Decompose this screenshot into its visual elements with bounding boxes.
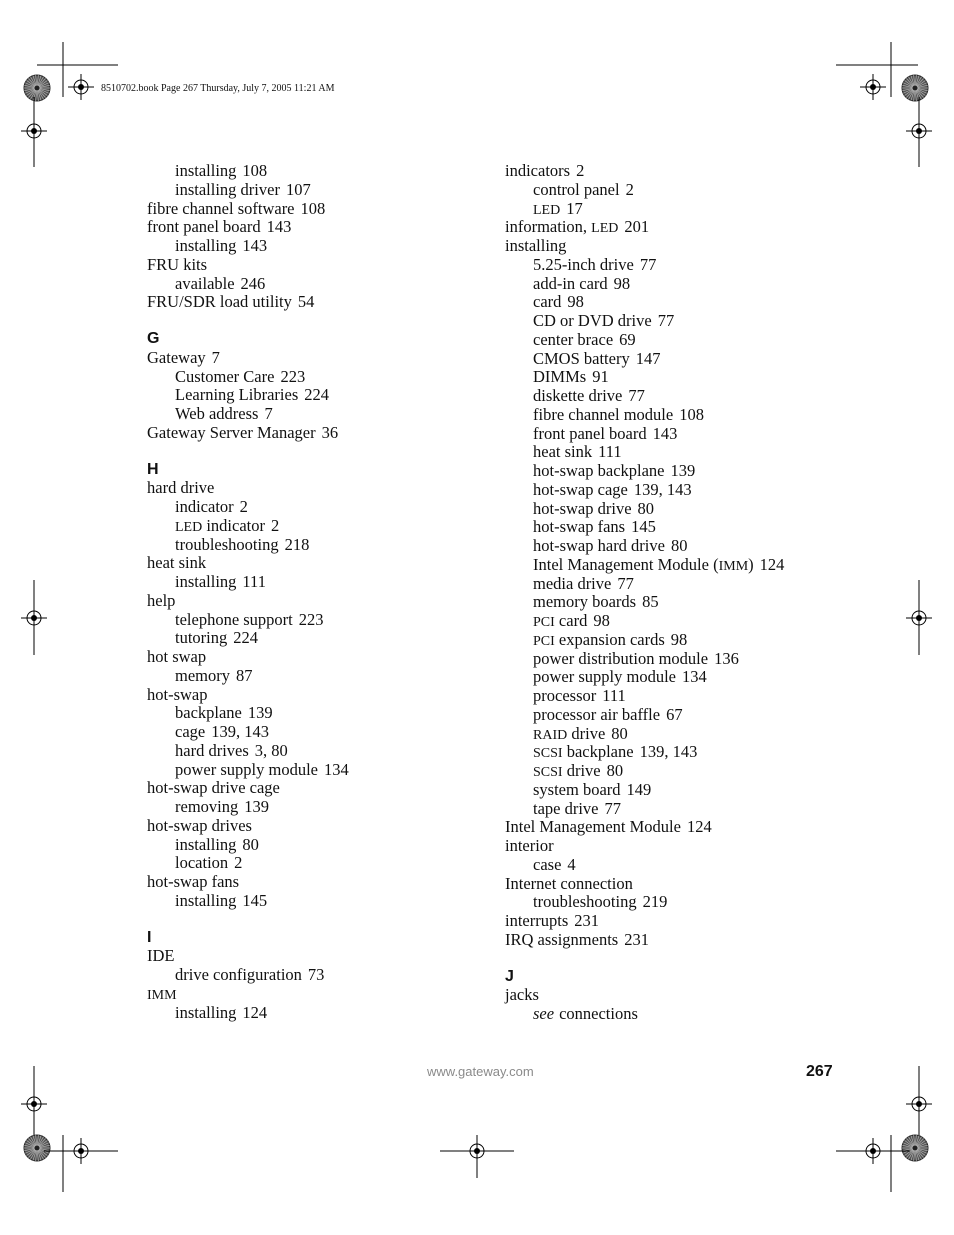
section-gap — [147, 443, 487, 461]
index-page-ref: 143 — [266, 217, 292, 237]
index-term: hot-swap fans — [147, 872, 240, 891]
index-term: memory boards — [533, 592, 637, 612]
index-term: hot-swap fans — [533, 517, 626, 537]
index-subentry — [505, 575, 865, 594]
index-subentry — [505, 687, 865, 706]
index-term: Intel Management Module (IMM) — [533, 554, 754, 574]
index-page-ref: 87 — [236, 665, 253, 685]
index-subentry — [147, 573, 487, 592]
index-page-ref: 143 — [242, 236, 268, 255]
index-term: troubleshooting — [175, 534, 279, 554]
index-subentry — [505, 425, 865, 444]
index-entry — [147, 479, 487, 498]
index-subentry — [505, 556, 865, 575]
index-page-ref: 4 — [567, 854, 576, 874]
index-subentry — [505, 331, 865, 350]
index-subentry — [505, 781, 865, 800]
index-page-ref: 111 — [598, 442, 622, 462]
index-page-ref: 145 — [242, 890, 268, 910]
index-term: interior — [505, 836, 554, 855]
index-term: Internet connection — [505, 873, 633, 893]
index-subentry — [505, 443, 865, 462]
index-page-ref: 147 — [635, 348, 661, 368]
index-term: LED — [533, 202, 561, 218]
index-term: indicators — [505, 161, 571, 180]
index-subentry — [505, 612, 865, 631]
index-page-ref: 98 — [613, 273, 631, 293]
index-section-letter: I — [147, 928, 152, 946]
index-page-ref: 136 — [714, 648, 739, 668]
index-page-ref: 17 — [566, 198, 583, 218]
index-page-ref: 2 — [234, 853, 243, 873]
index-subentry — [505, 256, 865, 275]
index-page-ref: 91 — [592, 367, 609, 387]
index-entry — [147, 817, 487, 836]
index-term: power supply module — [533, 667, 676, 687]
index-term: installing driver — [175, 179, 280, 199]
index-entry — [505, 875, 865, 894]
index-page-ref: 69 — [619, 329, 636, 349]
index-subentry — [147, 1004, 487, 1023]
index-term: telephone support — [175, 609, 293, 629]
index-subentry — [505, 537, 865, 556]
index-term: media drive — [533, 573, 612, 593]
index-subentry — [505, 762, 865, 781]
index-entry — [147, 686, 487, 705]
index-page-ref: 77 — [639, 254, 657, 274]
index-term: Intel Management Module — [505, 817, 681, 837]
index-term: indicator — [175, 497, 234, 516]
index-subentry — [505, 350, 865, 369]
index-subentry — [147, 798, 487, 817]
index-subentry — [505, 275, 865, 294]
index-term: power supply module — [175, 759, 318, 779]
index-term: installing — [175, 890, 237, 910]
index-page-ref: 77 — [617, 573, 634, 593]
section-gap — [147, 312, 487, 330]
index-entry — [505, 162, 865, 181]
section-gap — [505, 950, 865, 968]
index-term: add-in card — [533, 273, 608, 293]
index-subentry — [147, 386, 487, 405]
index-subentry — [505, 312, 865, 331]
index-column-right — [505, 162, 865, 1024]
index-term: interrupts — [505, 911, 569, 930]
index-term: FRU kits — [147, 254, 208, 274]
index-entry — [147, 293, 487, 312]
index-section-letter: J — [505, 967, 514, 985]
index-term: tape drive — [533, 798, 599, 818]
index-page-ref: 98 — [670, 629, 688, 649]
index-term: jacks — [505, 985, 539, 1005]
index-page-ref: 98 — [593, 611, 610, 630]
index-page-ref: 134 — [323, 759, 349, 779]
index-term: CD or DVD drive — [533, 311, 652, 330]
index-term: cage — [175, 722, 206, 741]
index-page-ref: 139, 143 — [633, 479, 692, 499]
index-term: connections — [559, 1004, 638, 1023]
index-term: SCSI backplane — [533, 742, 634, 762]
index-subentry — [505, 725, 865, 744]
index-page-ref: 139 — [670, 461, 696, 480]
index-term: drive configuration — [175, 965, 302, 984]
index-page-ref: 219 — [642, 892, 668, 912]
index-page-ref: 7 — [211, 347, 220, 367]
index-page-ref: 85 — [642, 592, 659, 612]
index-term: IDE — [147, 946, 175, 966]
index-page-ref: 246 — [240, 273, 266, 293]
index-term: case — [533, 854, 562, 874]
index-page-ref: 80 — [670, 536, 688, 555]
index-term: installing — [175, 161, 237, 180]
index-entry — [505, 837, 865, 856]
index-subentry — [147, 368, 487, 387]
index-page-ref: 54 — [297, 292, 315, 312]
index-page-ref: 201 — [624, 217, 650, 237]
index-entry — [147, 218, 487, 237]
index-subentry — [505, 406, 865, 425]
index-subentry — [147, 742, 487, 761]
index-entry — [147, 947, 487, 966]
index-subentry — [505, 500, 865, 519]
index-subentry — [147, 517, 487, 536]
index-term: IRQ assignments — [505, 929, 619, 949]
index-term: hot-swap drive — [533, 498, 632, 518]
index-entry — [505, 218, 865, 237]
index-term: Learning Libraries — [175, 385, 299, 405]
index-section-letter: H — [147, 460, 159, 478]
index-subentry — [147, 854, 487, 873]
index-term: backplane — [175, 703, 242, 723]
index-page-ref: 73 — [307, 965, 325, 984]
index-entry — [147, 554, 487, 573]
print-header-info: 8510702.book Page 267 Thursday, July 7, 2005 11:21 AM — [101, 83, 335, 94]
index-page-ref: 80 — [611, 723, 628, 743]
index-term: hot-swap hard drive — [533, 536, 665, 555]
index-page-ref: 224 — [233, 628, 258, 648]
index-entry — [505, 931, 865, 950]
index-subentry — [505, 518, 865, 537]
index-term: hot-swap cage — [533, 479, 628, 499]
index-subentry — [505, 743, 865, 762]
index-term: hard drives — [175, 740, 249, 760]
index-page-ref: 139, 143 — [211, 722, 269, 741]
index-page-ref: 231 — [574, 911, 599, 930]
index-page-ref: 3, 80 — [254, 740, 288, 760]
index-page-ref: 143 — [652, 423, 678, 443]
index-page-ref: 77 — [657, 311, 675, 330]
index-term: front panel board — [533, 423, 647, 443]
index-term: installing — [175, 834, 237, 854]
index-subentry — [147, 836, 487, 855]
index-page-ref: 80 — [606, 761, 624, 780]
index-page-ref: 139 — [244, 797, 269, 816]
index-term: installing — [175, 572, 237, 591]
index-term: hot-swap drive cage — [147, 778, 280, 798]
index-subentry — [505, 462, 865, 481]
index-page-ref: 2 — [271, 515, 280, 535]
index-subentry — [505, 200, 865, 219]
index-page-ref: 80 — [242, 834, 259, 854]
index-entry — [505, 912, 865, 931]
index-page-ref: 134 — [681, 667, 707, 687]
index-entry — [147, 256, 487, 275]
index-entry — [505, 237, 865, 256]
index-term: heat sink — [533, 442, 593, 462]
index-page-ref: 145 — [631, 517, 656, 537]
see-reference-label: see — [533, 1004, 555, 1023]
index-term: help — [147, 590, 176, 610]
index-term: hot-swap — [147, 684, 208, 704]
index-subentry — [505, 800, 865, 819]
index-term: installing — [505, 236, 567, 255]
index-entry — [147, 349, 487, 368]
index-term: center brace — [533, 329, 614, 349]
index-subentry — [505, 893, 865, 912]
index-subentry — [505, 1005, 865, 1024]
footer-url: www.gateway.com — [427, 1064, 534, 1079]
footer-page-number: 267 — [806, 1063, 833, 1080]
index-subentry — [505, 293, 865, 312]
index-term: CMOS battery — [533, 348, 630, 368]
index-page-ref: 111 — [242, 572, 266, 591]
index-term: hot swap — [147, 647, 207, 666]
index-term: card — [533, 292, 562, 312]
index-term: Gateway Server Manager — [147, 422, 316, 442]
index-term: tutoring — [175, 628, 228, 648]
index-subentry — [147, 704, 487, 723]
index-term: available — [175, 273, 235, 293]
index-term: diskette drive — [533, 386, 623, 405]
index-subentry — [147, 667, 487, 686]
index-subentry — [147, 181, 487, 200]
index-subentry — [505, 668, 865, 687]
index-page-ref: 218 — [284, 534, 310, 554]
index-entry — [147, 873, 487, 892]
index-subentry — [147, 237, 487, 256]
index-subentry — [505, 387, 865, 406]
index-page-ref: 2 — [576, 161, 585, 180]
index-term: removing — [175, 797, 239, 816]
index-term: information, LED — [505, 217, 619, 237]
index-term: PCI expansion cards — [533, 629, 665, 649]
index-page-ref: 124 — [759, 554, 785, 574]
index-page-ref: 2 — [239, 497, 248, 516]
index-term: power distribution module — [533, 648, 709, 668]
index-term: 5.25-inch drive — [533, 254, 634, 274]
index-term: processor air baffle — [533, 704, 661, 724]
index-term: fibre channel module — [533, 404, 674, 424]
index-column-left — [147, 162, 487, 1022]
index-term: Gateway — [147, 347, 206, 367]
index-term: memory — [175, 665, 230, 685]
index-term: DIMMs — [533, 367, 587, 387]
index-term: Web address — [175, 404, 259, 423]
index-subentry — [147, 498, 487, 517]
index-page-ref: 107 — [285, 179, 311, 199]
index-term: FRU/SDR load utility — [147, 292, 292, 312]
index-page-ref: 124 — [242, 1002, 268, 1022]
index-page-ref: 149 — [626, 779, 652, 799]
index-subentry — [147, 723, 487, 742]
index-page-ref: 108 — [679, 404, 704, 424]
index-term: system board — [533, 779, 621, 799]
index-page-ref: 223 — [280, 366, 306, 386]
index-subentry — [505, 368, 865, 387]
index-subentry — [147, 536, 487, 555]
index-subentry — [147, 405, 487, 424]
index-term: hot-swap drives — [147, 815, 252, 835]
index-term: fibre channel software — [147, 198, 295, 218]
index-page-ref: 224 — [304, 385, 329, 405]
index-page-ref: 2 — [625, 179, 634, 199]
index-entry — [147, 985, 487, 1004]
index-page-ref: 231 — [624, 929, 649, 949]
index-subentry — [147, 629, 487, 648]
index-page-ref: 223 — [298, 609, 324, 629]
index-page-ref: 139, 143 — [639, 742, 698, 762]
index-page-ref: 98 — [567, 292, 584, 312]
index-page-ref: 139 — [247, 703, 273, 723]
index-term: LED indicator — [175, 515, 265, 535]
index-page-ref: 124 — [686, 817, 712, 837]
index-term: installing — [175, 1002, 237, 1022]
index-term: hard drive — [147, 478, 215, 498]
index-subentry — [147, 892, 487, 911]
index-subentry — [505, 593, 865, 612]
index-page-ref: 108 — [242, 161, 268, 180]
index-entry — [147, 200, 487, 219]
index-page-ref: 67 — [666, 704, 683, 724]
index-subentry — [505, 481, 865, 500]
section-gap — [147, 911, 487, 929]
index-subentry — [147, 275, 487, 294]
index-term: location — [175, 853, 229, 873]
index-term: control panel — [533, 179, 620, 199]
index-term: troubleshooting — [533, 892, 637, 912]
index-subentry — [505, 650, 865, 669]
index-subentry — [147, 162, 487, 181]
index-entry — [147, 592, 487, 611]
index-term: PCI card — [533, 611, 588, 630]
index-term: processor — [533, 686, 597, 705]
index-term: SCSI drive — [533, 761, 601, 780]
index-term: heat sink — [147, 553, 207, 573]
index-subentry — [505, 181, 865, 200]
index-page-ref: 80 — [637, 498, 655, 518]
index-subentry — [505, 706, 865, 725]
index-entry — [147, 648, 487, 667]
index-page-ref: 7 — [264, 404, 273, 423]
index-term: installing — [175, 236, 237, 255]
index-entry — [147, 779, 487, 798]
index-entry — [505, 986, 865, 1005]
index-term: hot-swap backplane — [533, 461, 665, 480]
index-section-letter: G — [147, 330, 160, 347]
index-subentry — [505, 631, 865, 650]
index-term: front panel board — [147, 217, 261, 237]
index-subentry — [147, 966, 487, 985]
index-term: RAID drive — [533, 723, 606, 743]
index-term: IMM — [147, 987, 177, 1003]
index-page-ref: 77 — [604, 798, 622, 818]
index-subentry — [147, 761, 487, 780]
index-subentry — [147, 611, 487, 630]
index-page-ref: 108 — [300, 198, 326, 218]
index-page-ref: 77 — [628, 386, 645, 405]
index-entry — [147, 424, 487, 443]
index-page-ref: 111 — [602, 686, 626, 705]
index-term: Customer Care — [175, 366, 275, 386]
index-page-ref: 36 — [321, 422, 339, 442]
index-subentry — [505, 856, 865, 875]
index-entry — [505, 818, 865, 837]
